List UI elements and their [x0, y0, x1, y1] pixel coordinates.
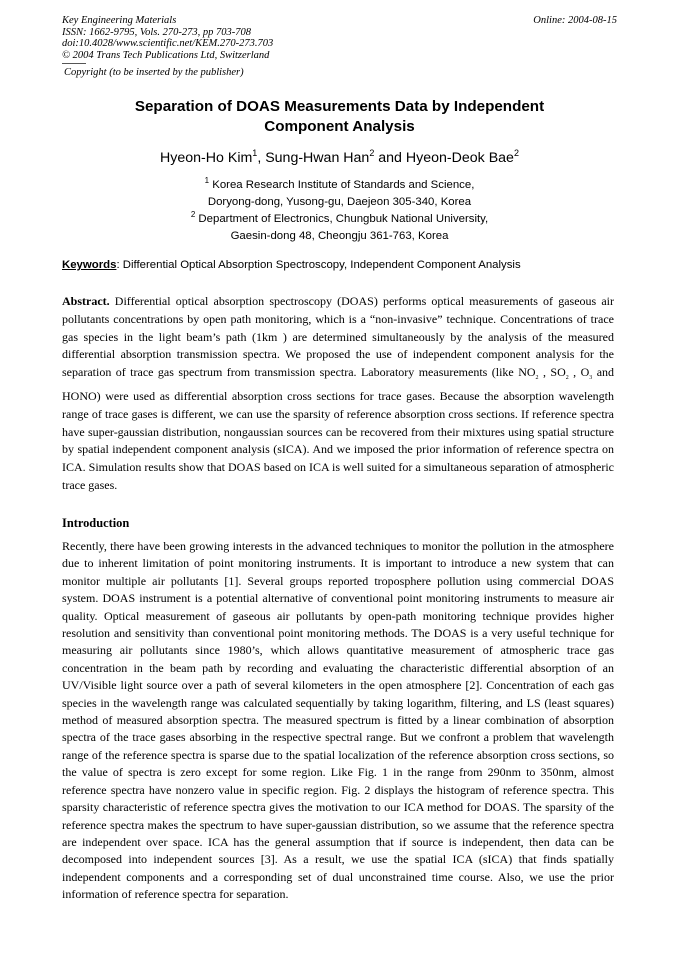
formula-no2: $NO_2$: [518, 365, 539, 382]
title-line-1: Separation of DOAS Measurements Data by Independent: [134, 98, 545, 115]
affiliation-1-mark: 1: [204, 176, 210, 185]
keywords-text: Differential Optical Absorption Spectroscopy, Independent Component Analysis: [119, 259, 521, 271]
author-separator-2: and: [374, 150, 406, 166]
author-2-affil-mark: 2: [369, 148, 375, 158]
author-3-affil-mark: 2: [513, 148, 519, 158]
author-3: Hyeon-Deok Bae: [405, 150, 514, 166]
author-separator-1: ,: [257, 150, 266, 166]
paper-title: [62, 97, 617, 137]
abstract-text-1: Differential optical absorption spectroscopy (DOAS) performs optical measurements of gaseous air pollutants concentrations by open path monitoring, which is a “non-invasive” technique. Concentrations of trace gas species in the light beam’s path (1km ) are determined simultaneously by the analysis of the measured differential absorption transmission spectra. We proposed the use of independent component analysis for the separation of trace gas spectrum from transmission spectra. Laboratory measurements (like: [62, 294, 614, 380]
journal-header: [62, 15, 617, 79]
introduction-heading: Introduction: [62, 516, 130, 530]
title-line-2: Component Analysis: [264, 118, 415, 135]
copyright-note: Copyright (to be inserted by the publisher): [64, 67, 244, 78]
journal-name: Key Engineering Materials: [62, 15, 177, 26]
keywords-label: Keywords: [62, 259, 117, 271]
formula-separator-1: ,: [538, 365, 551, 380]
author-list: [62, 148, 617, 166]
formula-so2: $SO_2$: [550, 365, 569, 382]
affiliation-2-line-1: Department of Electronics, Chungbuk National University,: [195, 213, 489, 225]
formula-separator-2: ,: [568, 365, 581, 380]
affiliation-1: [62, 173, 617, 210]
affiliation-2-line-2: Gaesin-dong 48, Cheongju 361-763, Korea: [230, 229, 449, 242]
abstract-text-2: and HONO) were used as differential absorption cross sections for trace gases. Because the absorption wavelength range of trace gases is different, we can use the sparsity of reference absorption cross sections. If reference spectra have super-gaussian distribution, nongaussian sources can be recovered from their mixtures using spatial structure by spatial independent component analysis (sICA). And we imposed the prior information of reference spectra on ICA. Simulation results show that DOAS based on ICA is well suited for a simultaneous separation of atmospheric trace gases.: [62, 365, 615, 492]
author-2: Sung-Hwan Han: [265, 150, 370, 166]
author-1: Hyeon-Ho Kim: [160, 150, 253, 166]
affiliation-1-line-2: Doryong-dong, Yusong-gu, Daejeon 305-340, Korea: [207, 195, 472, 208]
keywords-colon: :: [116, 259, 120, 271]
author-1-affil-mark: 1: [252, 148, 258, 158]
header-rule: [62, 63, 86, 64]
journal-doi: doi:10.4028/www.scientific.net/KEM.270-273.703: [62, 38, 274, 49]
journal-publisher: © 2004 Trans Tech Publications Ltd, Switzerland: [62, 49, 270, 61]
abstract: [62, 293, 614, 495]
affiliation-2: [62, 207, 617, 244]
abstract-label: Abstract.: [62, 294, 110, 308]
keywords: [62, 259, 617, 271]
introduction-paragraph: Recently, there have been growing interests in the advanced techniques to monitor the pollution in the atmosphere due to inherent limitation of point monitoring instruments. It is important to introduce a new system that can monitor multiple air pollutants [1]. Several groups reported troposphere pollution using commercial DOAS system. DOAS instrument is a potential alternative of conventional point monitoring instruments to measure air quality. Optical measurement of gaseous air pollutants by open-path monitoring technique provides higher resolution and sensitivity than conventional point monitoring methods. The DOAS is a very useful technique for measuring air pollutants since 1980’s, which allows quantitative measurement of atmospheric trace gas concentration in the beam path by recording and evaluating the characteristic differential absorption of an UV/Visible light source over a path of several kilometers in the open atmosphere [2]. Concentration of each gas species in the wavelength range was calculated sequentially by taking logarithm, filtering, and LS (least squares) method of measured absorption spectra. The measured spectrum is fitted by a linear combination of absorption spectra of the trace gases absorbing in the respective spectral range. But we confront a problem that wavelength range of the reference spectra is sparse due to the spatial localization of the reference absorption cross sections, so the value of spectra is zero except for some region. Like Fig. 1 in the range from 290nm to 350nm, almost reference spectra have nonzero value in specific region. Fig. 2 displays the histogram of reference spectra. This sparsity characteristic of reference spectra gives the motivation to our ICA method for DOAS. The sparsity of the reference spectra makes the spectrum to have super-gaussian distribution, so we assume that the reference spectra are independent over space. ICA has the general assumption that if source is independent, then data can be decomposed into independent sources [3]. As a result, we use the spatial ICA (sICA) that finds spatially independent components and a corresponding set of dual unconstrained time course. Also, we use the prior information of reference spectra for separation.: [62, 539, 614, 902]
affiliation-2-mark: 2: [190, 210, 196, 219]
journal-issn: ISSN: 1662-9795, Vols. 270-273, pp 703-708: [62, 26, 251, 38]
online-date: Online: 2004-08-15: [533, 15, 617, 26]
formula-o3: $O_3$: [580, 365, 593, 382]
affiliation-1-line-1: Korea Research Institute of Standards and Science,: [209, 179, 475, 191]
